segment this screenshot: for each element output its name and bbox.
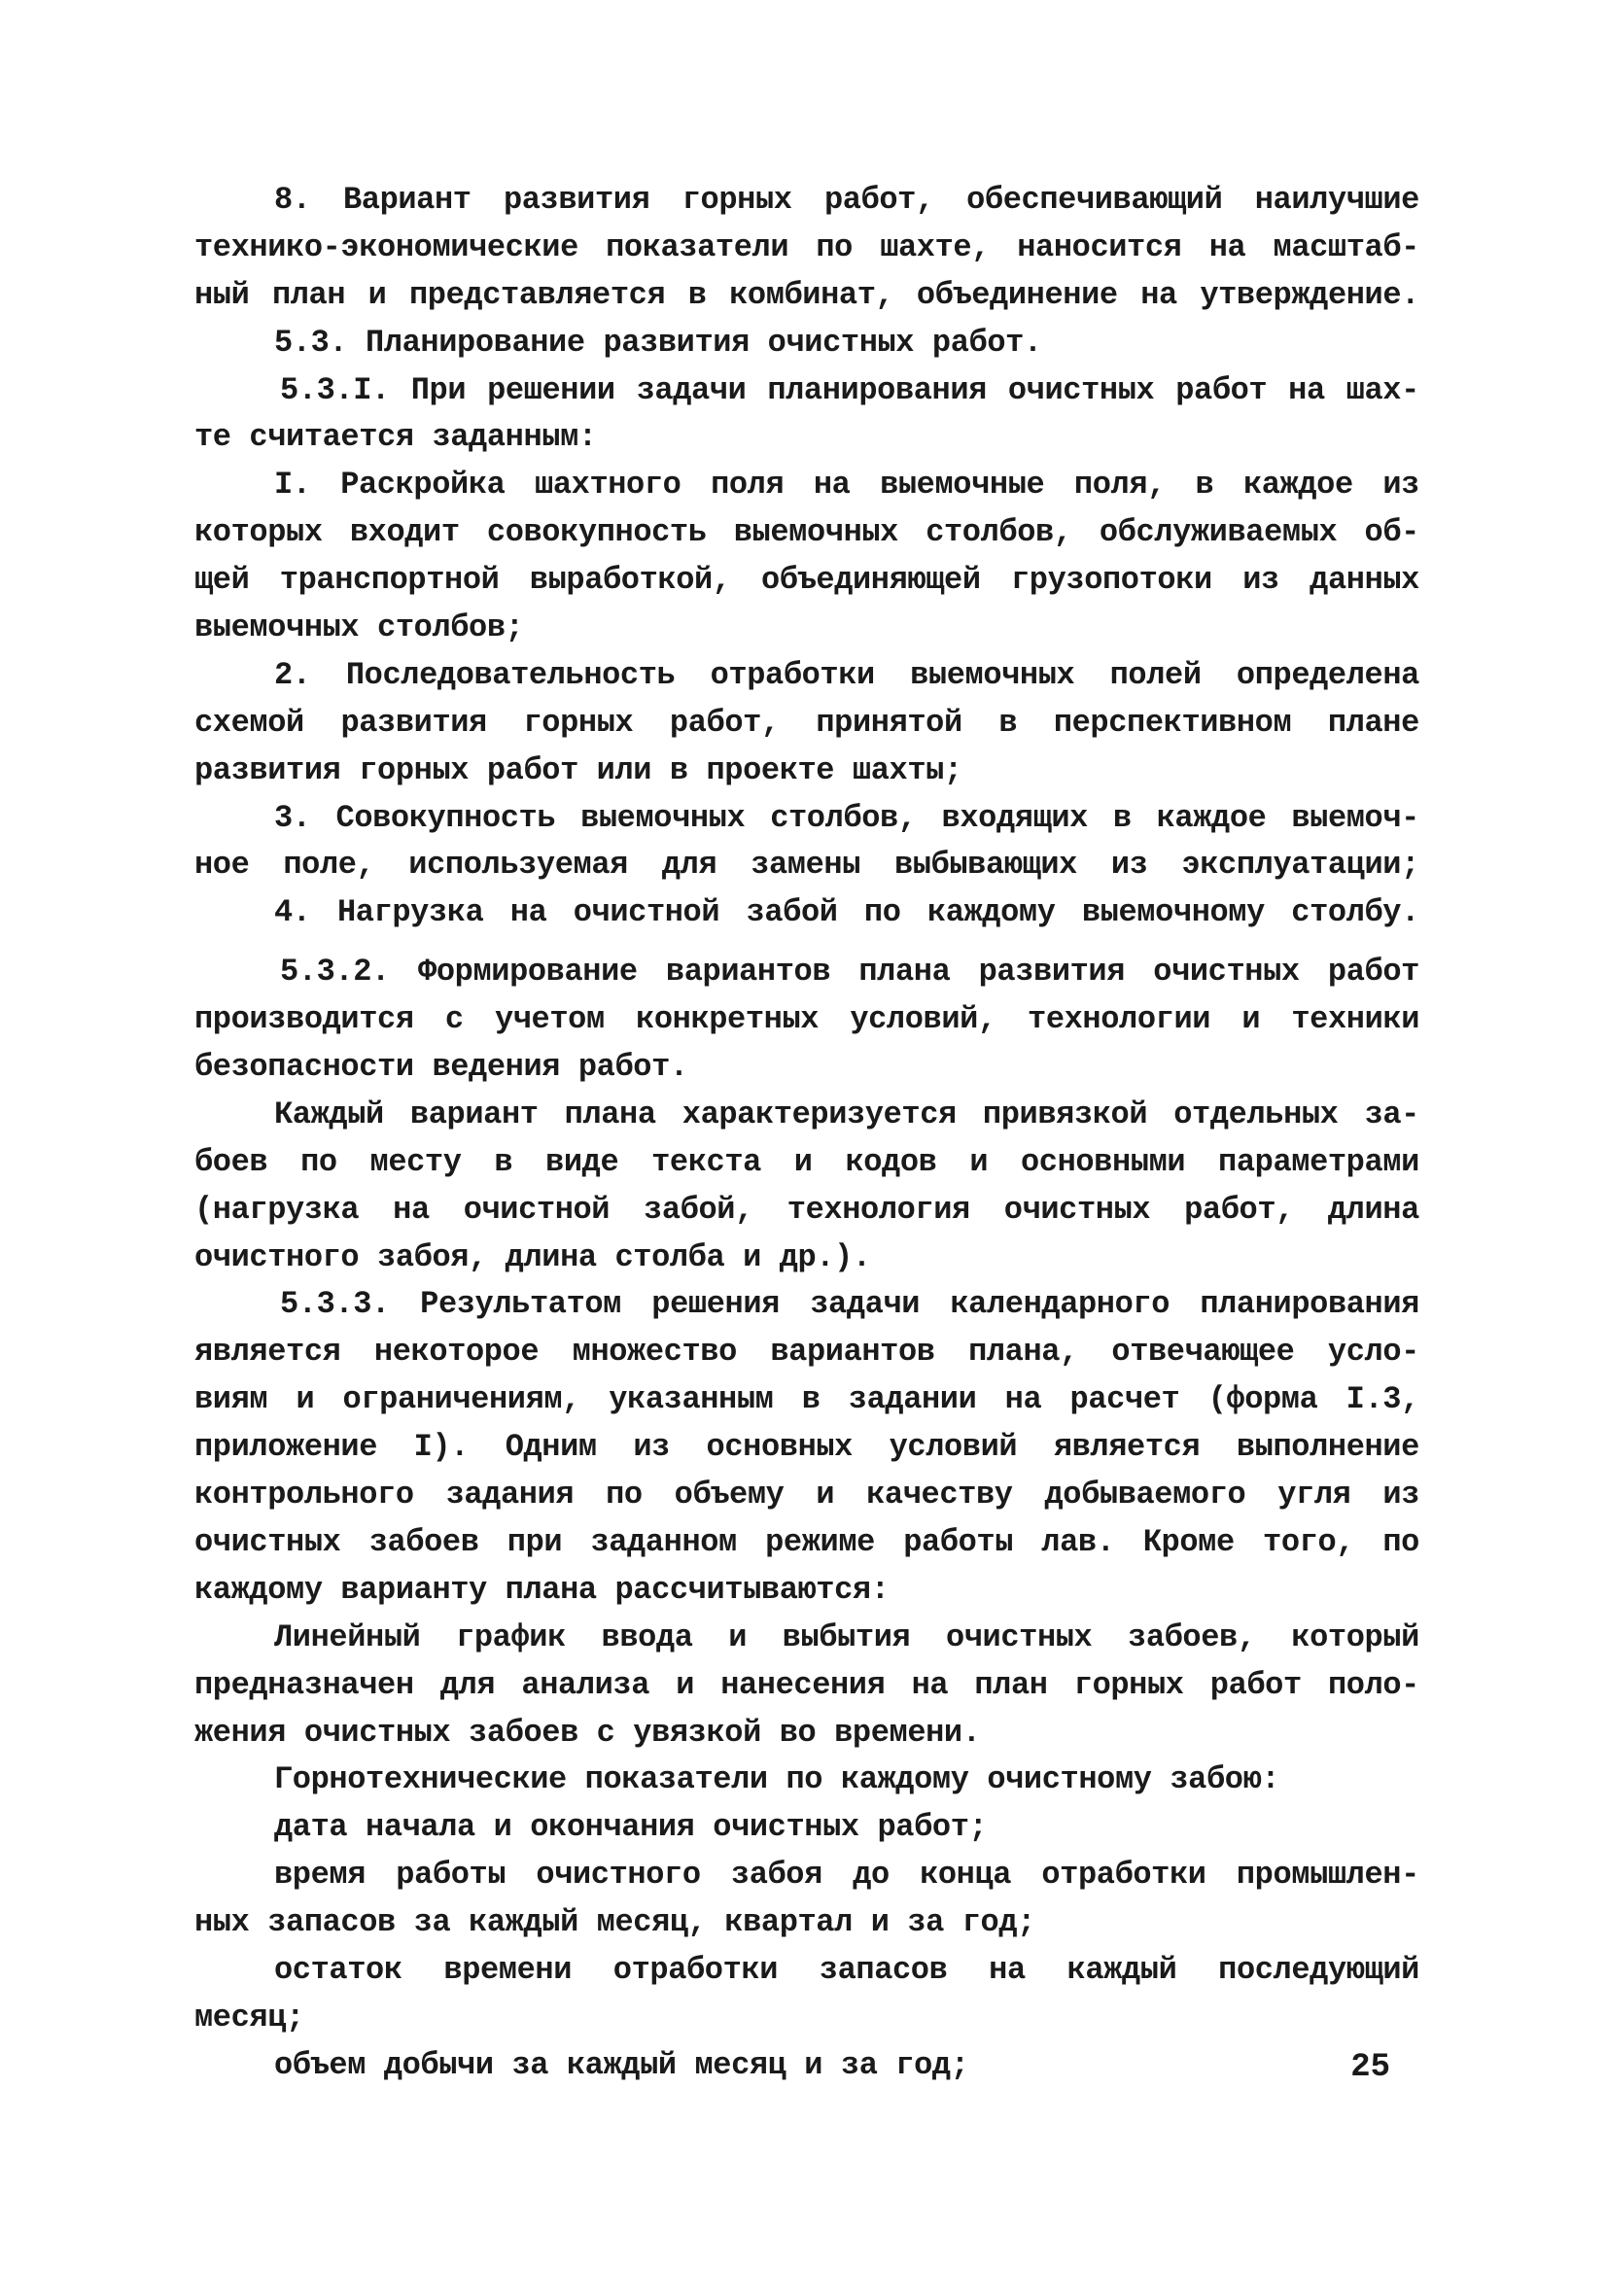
- page-number: 25: [1350, 2049, 1390, 2086]
- text-line: производится с учетом конкретных условий, технологии и техники: [194, 1001, 1419, 1038]
- text-line: боев по месту в виде текста и кодов и основными параметрами: [194, 1143, 1419, 1180]
- text-line: ный план и представляется в комбинат, объединение на утверждение.: [194, 276, 1419, 313]
- text-line: те считается заданным:: [194, 419, 597, 456]
- text-line: Горнотехнические показатели по каждому очистному забою:: [274, 1761, 1280, 1798]
- text-line: контрольного задания по объему и качеству добываемого угля из: [194, 1477, 1419, 1513]
- text-line: жения очистных забоев с увязкой во времени.: [194, 1714, 981, 1751]
- text-line: 5.3.I. При решении задачи планирования очистных работ на шах-: [280, 371, 1419, 408]
- text-line: виям и ограничениям, указанным в задании на расчет (форма I.3,: [194, 1381, 1419, 1418]
- text-line: очистного забоя, длина столба и др.).: [194, 1238, 871, 1275]
- text-line: время работы очистного забоя до конца отработки промышлен-: [274, 1857, 1419, 1894]
- text-line: выемочных столбов;: [194, 609, 524, 646]
- text-line: 8. Вариант развития горных работ, обеспечивающий наилучшие: [274, 182, 1419, 218]
- text-line: ных запасов за каждый месяц, квартал и за год;: [194, 1904, 1035, 1941]
- text-line: каждому варианту плана рассчитываются:: [194, 1571, 890, 1608]
- text-line: Линейный график ввода и выбытия очистных забоев, который: [274, 1618, 1419, 1655]
- text-line: развития горных работ или в проекте шахты;: [194, 751, 962, 788]
- text-line: остаток времени отработки запасов на каждый последующий: [274, 1951, 1419, 1988]
- text-line: приложение I). Одним из основных условий является выполнение: [194, 1429, 1419, 1466]
- text-line: дата начала и окончания очистных работ;: [274, 1809, 988, 1846]
- text-line: (нагрузка на очистной забой, технология очистных работ, длина: [194, 1191, 1419, 1228]
- text-line: щей транспортной выработкой, объединяющей грузопотоки из данных: [194, 562, 1419, 599]
- text-line: является некоторое множество вариантов плана, отвечающее усло-: [194, 1334, 1419, 1371]
- document-body: [194, 177, 1419, 2090]
- text-line: предназначен для анализа и нанесения на план горных работ поло-: [194, 1666, 1419, 1703]
- text-line: технико-экономические показатели по шахте, наносится на масштаб-: [194, 228, 1419, 265]
- text-line: 5.3.3. Результатом решения задачи календарного планирования: [280, 1286, 1419, 1323]
- text-line: очистных забоев при заданном режиме работы лав. Кроме того, по: [194, 1523, 1419, 1560]
- text-line: месяц;: [194, 1999, 304, 2035]
- text-line: 3. Совокупность выемочных столбов, входящих в каждое выемоч-: [274, 799, 1419, 836]
- text-line: безопасности ведения работ.: [194, 1049, 688, 1086]
- text-line: 2. Последовательность отработки выемочных полей определена: [274, 656, 1419, 693]
- text-line: Каждый вариант плана характеризуется привязкой отдельных за-: [274, 1096, 1419, 1132]
- text-line: ное поле, используемая для замены выбывающих из эксплуатации;: [194, 847, 1419, 884]
- text-line: объем добычи за каждый месяц и за год;: [274, 2046, 969, 2083]
- text-line: схемой развития горных работ, принятой в перспективном плане: [194, 704, 1419, 741]
- text-line: 5.3.2. Формирование вариантов плана развития очистных работ: [280, 954, 1419, 991]
- text-line: 4. Нагрузка на очистной забой по каждому выемочному столбу.: [274, 894, 1419, 931]
- text-line: I. Раскройка шахтного поля на выемочные поля, в каждое из: [274, 467, 1419, 504]
- text-line: которых входит совокупность выемочных столбов, обслуживаемых об-: [194, 514, 1419, 551]
- text-line: 5.3. Планирование развития очистных работ.: [274, 324, 1042, 361]
